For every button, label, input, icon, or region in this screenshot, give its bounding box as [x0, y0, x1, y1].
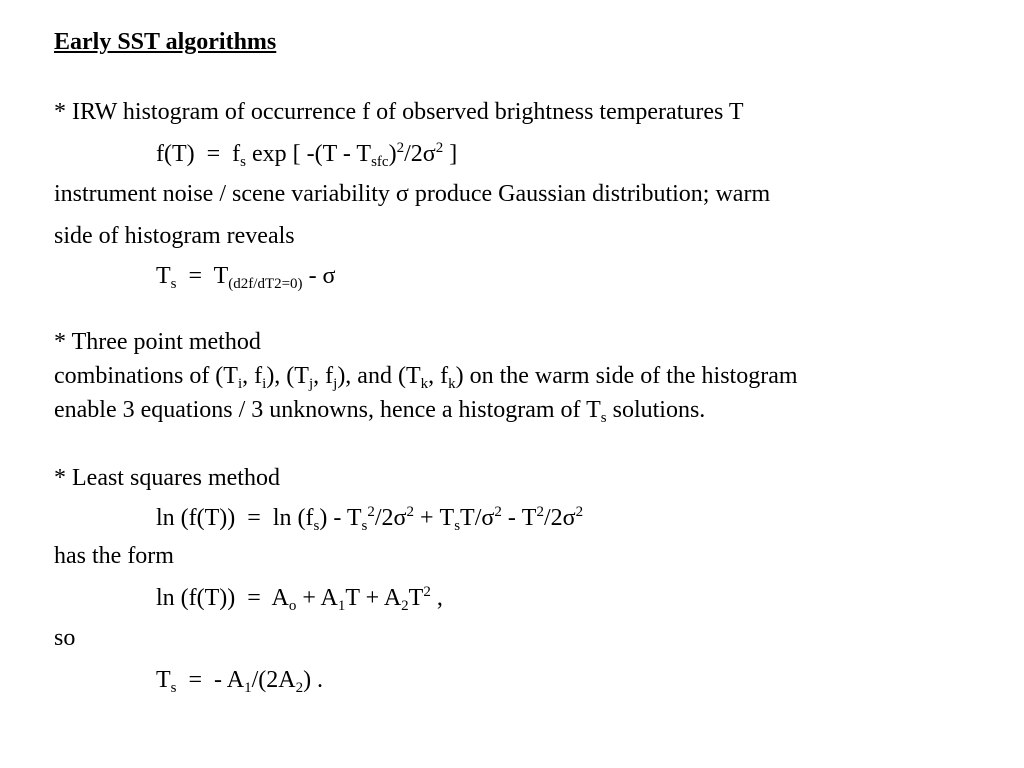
text-subscript: i: [237, 376, 243, 392]
eq-text: T: [408, 585, 424, 611]
eq-text: + T: [414, 505, 455, 531]
eq-text: /2σ: [404, 141, 436, 167]
eq-subscript: s: [240, 154, 247, 170]
irw-equation-ts: [156, 262, 336, 290]
eq-text: = - A: [176, 667, 245, 693]
irw-text-line-2: side of histogram reveals: [54, 223, 295, 249]
eq-text: T: [156, 263, 171, 289]
eq-text: - σ: [302, 263, 336, 289]
least-squares-heading: * Least squares method: [54, 465, 280, 491]
eq-subscript: s: [170, 680, 177, 696]
eq-superscript: 2: [396, 140, 405, 156]
eq-subscript: o: [288, 598, 297, 614]
eq-text: exp [ -(T - T: [246, 141, 372, 167]
text-part: ), and (T: [337, 363, 421, 389]
text-subscript: k: [448, 376, 456, 392]
eq-subscript: 1: [337, 598, 346, 614]
eq-subscript: s: [170, 276, 177, 292]
eq-superscript: 2: [367, 504, 375, 520]
eq-superscript: 2: [536, 504, 544, 520]
eq-superscript: 2: [423, 584, 431, 600]
eq-text: f(T) = f: [156, 141, 241, 167]
least-squares-equation-polynomial: [156, 584, 443, 612]
least-squares-equation-ts: [156, 666, 323, 694]
eq-text: ) .: [303, 667, 324, 693]
eq-text: + A: [296, 585, 338, 611]
eq-text: T: [156, 667, 171, 693]
eq-text: ln (f(T)) = A: [156, 585, 289, 611]
eq-text: - T: [501, 505, 537, 531]
text-subscript: j: [333, 376, 338, 392]
eq-subscript: s: [361, 518, 368, 534]
irw-text-line-1: instrument noise / scene variability σ produce Gaussian distribution; warm: [54, 181, 771, 207]
eq-subscript: 2: [295, 680, 304, 696]
three-point-heading: * Three point method: [54, 329, 261, 355]
text-part: , f: [242, 363, 263, 389]
irw-equation-gaussian: [156, 140, 457, 168]
eq-text: ln (f(T)) = ln (f: [156, 505, 314, 531]
text-part: solutions.: [606, 397, 706, 423]
text-subscript: i: [262, 376, 267, 392]
eq-subscript: sfc: [371, 154, 389, 170]
eq-subscript: s: [313, 518, 320, 534]
eq-superscript: 2: [435, 140, 444, 156]
eq-text: T + A: [345, 585, 402, 611]
eq-text: ): [388, 141, 397, 167]
eq-text: ) - T: [319, 505, 362, 531]
text-part: , f: [313, 363, 334, 389]
three-point-line-1: [54, 362, 798, 390]
text-subscript: k: [420, 376, 429, 392]
least-squares-equation-log: [156, 504, 583, 532]
eq-subscript: s: [454, 518, 461, 534]
eq-text: /2σ: [543, 505, 576, 531]
eq-text: = T: [176, 263, 229, 289]
eq-text: ]: [443, 141, 458, 167]
eq-text: /(2A: [251, 667, 296, 693]
least-squares-text-so: so: [54, 625, 76, 651]
text-part: , f: [428, 363, 449, 389]
eq-subscript: 2: [401, 598, 409, 614]
text-subscript: j: [308, 376, 314, 392]
text-part: enable 3 equations / 3 unknowns, hence a histogram of T: [54, 397, 601, 423]
three-point-line-2: [54, 396, 705, 424]
eq-text: ,: [430, 585, 443, 611]
eq-superscript: 2: [406, 504, 414, 520]
eq-text: /2σ: [374, 505, 407, 531]
irw-heading: * IRW histogram of occurrence f of observed brightness temperatures T: [54, 99, 744, 125]
text-subscript: s: [600, 410, 607, 426]
least-squares-text-form: has the form: [54, 543, 174, 569]
slide-title: Early SST algorithms: [54, 29, 277, 55]
text-part: ), (T: [266, 363, 309, 389]
eq-superscript: 2: [494, 504, 502, 520]
text-part: ) on the warm side of the histogram: [455, 363, 798, 389]
eq-text: T/σ: [460, 505, 495, 531]
eq-superscript: 2: [575, 504, 584, 520]
eq-subscript: 1: [244, 680, 252, 696]
eq-subscript: (d2f/dT2=0): [228, 276, 303, 292]
text-part: combinations of (T: [54, 363, 238, 389]
